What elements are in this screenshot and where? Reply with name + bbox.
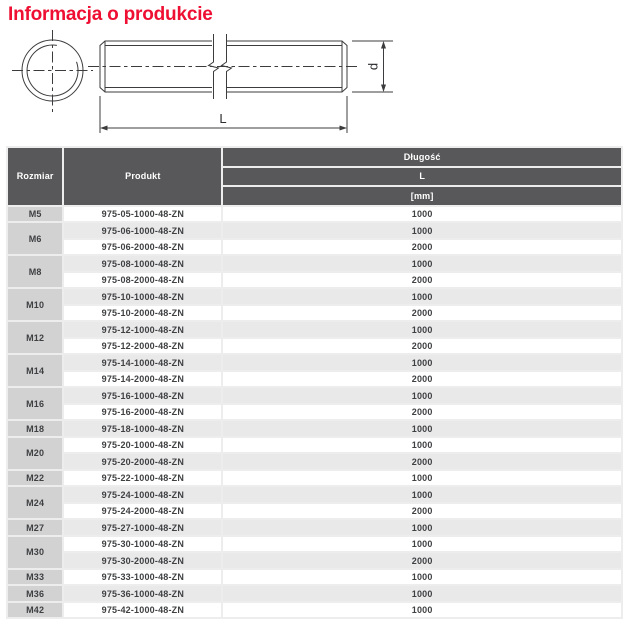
size-cell: M10	[8, 289, 62, 320]
product-code-cell: 975-12-2000-48-ZN	[64, 339, 221, 354]
table-body	[8, 207, 621, 618]
table-row	[8, 586, 621, 601]
size-cell: M12	[8, 322, 62, 353]
d-label: d	[365, 62, 381, 71]
size-cell: M22	[8, 471, 62, 486]
size-cell: M18	[8, 421, 62, 436]
table-row	[8, 504, 621, 519]
table-row	[8, 454, 621, 469]
product-code-cell: 975-36-1000-48-ZN	[64, 586, 221, 601]
header-product: Produkt	[64, 148, 221, 205]
length-cell: 1000	[223, 537, 621, 552]
table-row	[8, 256, 621, 271]
size-cell: M16	[8, 388, 62, 419]
table-row	[8, 603, 621, 618]
length-cell: 1000	[223, 487, 621, 502]
size-cell: M33	[8, 570, 62, 585]
product-code-cell: 975-08-2000-48-ZN	[64, 273, 221, 288]
L-label: L	[219, 111, 227, 126]
d-arrow-down	[381, 85, 386, 93]
table-row	[8, 339, 621, 354]
L-arrow-left	[100, 126, 108, 131]
product-code-cell: 975-10-1000-48-ZN	[64, 289, 221, 304]
table-row	[8, 372, 621, 387]
product-code-cell: 975-24-1000-48-ZN	[64, 487, 221, 502]
product-code-cell: 975-20-2000-48-ZN	[64, 454, 221, 469]
size-cell: M14	[8, 355, 62, 386]
table-row	[8, 405, 621, 420]
length-cell: 1000	[223, 603, 621, 618]
product-code-cell: 975-20-1000-48-ZN	[64, 438, 221, 453]
threaded-rod-technical-drawing	[0, 0, 631, 146]
dimension-L	[100, 96, 347, 133]
length-cell: 1000	[223, 256, 621, 271]
size-cell: M27	[8, 520, 62, 535]
product-code-cell: 975-16-1000-48-ZN	[64, 388, 221, 403]
product-code-cell: 975-42-1000-48-ZN	[64, 603, 221, 618]
table-row	[8, 355, 621, 370]
length-cell: 2000	[223, 504, 621, 519]
page-title: Informacja o produkcie	[8, 4, 213, 25]
table-row	[8, 240, 621, 255]
length-cell: 2000	[223, 339, 621, 354]
product-code-cell: 975-16-2000-48-ZN	[64, 405, 221, 420]
product-table	[6, 146, 623, 619]
length-cell: 1000	[223, 355, 621, 370]
size-cell: M8	[8, 256, 62, 287]
L-arrow-right	[340, 126, 348, 131]
table-row	[8, 553, 621, 568]
length-cell: 1000	[223, 289, 621, 304]
product-code-cell: 975-14-2000-48-ZN	[64, 372, 221, 387]
table-row	[8, 520, 621, 535]
size-cell: M6	[8, 223, 62, 254]
table-row	[8, 421, 621, 436]
table-row	[8, 438, 621, 453]
product-code-cell: 975-10-2000-48-ZN	[64, 306, 221, 321]
length-cell: 2000	[223, 306, 621, 321]
size-cell: M36	[8, 586, 62, 601]
length-cell: 1000	[223, 586, 621, 601]
product-code-cell: 975-24-2000-48-ZN	[64, 504, 221, 519]
product-code-cell: 975-30-2000-48-ZN	[64, 553, 221, 568]
length-cell: 2000	[223, 553, 621, 568]
table-row	[8, 207, 621, 222]
table-header	[8, 148, 621, 205]
header-length-symbol: L	[223, 168, 621, 186]
product-code-cell: 975-12-1000-48-ZN	[64, 322, 221, 337]
length-cell: 2000	[223, 240, 621, 255]
product-code-cell: 975-22-1000-48-ZN	[64, 471, 221, 486]
table-row	[8, 388, 621, 403]
length-cell: 1000	[223, 421, 621, 436]
product-code-cell: 975-08-1000-48-ZN	[64, 256, 221, 271]
table-row	[8, 273, 621, 288]
header-size: Rozmiar	[8, 148, 62, 205]
table-row	[8, 537, 621, 552]
outer-diameter-circle	[22, 40, 83, 101]
length-cell: 1000	[223, 471, 621, 486]
product-code-cell: 975-06-2000-48-ZN	[64, 240, 221, 255]
size-cell: M20	[8, 438, 62, 469]
table-row	[8, 306, 621, 321]
length-cell: 2000	[223, 454, 621, 469]
product-code-cell: 975-14-1000-48-ZN	[64, 355, 221, 370]
size-cell: M5	[8, 207, 62, 222]
header-length-group: Długość	[223, 148, 621, 166]
rod-side-view	[88, 34, 358, 99]
product-code-cell: 975-06-1000-48-ZN	[64, 223, 221, 238]
product-code-cell: 975-27-1000-48-ZN	[64, 520, 221, 535]
length-cell: 1000	[223, 388, 621, 403]
product-code-cell: 975-30-1000-48-ZN	[64, 537, 221, 552]
header-length-unit: [mm]	[223, 187, 621, 205]
d-arrow-up	[381, 41, 386, 49]
product-code-cell: 975-33-1000-48-ZN	[64, 570, 221, 585]
product-code-cell: 975-05-1000-48-ZN	[64, 207, 221, 222]
length-cell: 2000	[223, 372, 621, 387]
table-row	[8, 471, 621, 486]
length-cell: 2000	[223, 273, 621, 288]
table-row	[8, 487, 621, 502]
length-cell: 2000	[223, 405, 621, 420]
length-cell: 1000	[223, 520, 621, 535]
length-cell: 1000	[223, 570, 621, 585]
rod-end-view	[12, 30, 93, 112]
length-cell: 1000	[223, 207, 621, 222]
length-cell: 1000	[223, 438, 621, 453]
length-cell: 1000	[223, 223, 621, 238]
size-cell: M24	[8, 487, 62, 518]
table-row	[8, 223, 621, 238]
table-row	[8, 322, 621, 337]
size-cell: M30	[8, 537, 62, 568]
size-cell: M42	[8, 603, 62, 618]
product-code-cell: 975-18-1000-48-ZN	[64, 421, 221, 436]
length-cell: 1000	[223, 322, 621, 337]
dimension-d	[352, 41, 393, 92]
table-row	[8, 289, 621, 304]
table-row	[8, 570, 621, 585]
